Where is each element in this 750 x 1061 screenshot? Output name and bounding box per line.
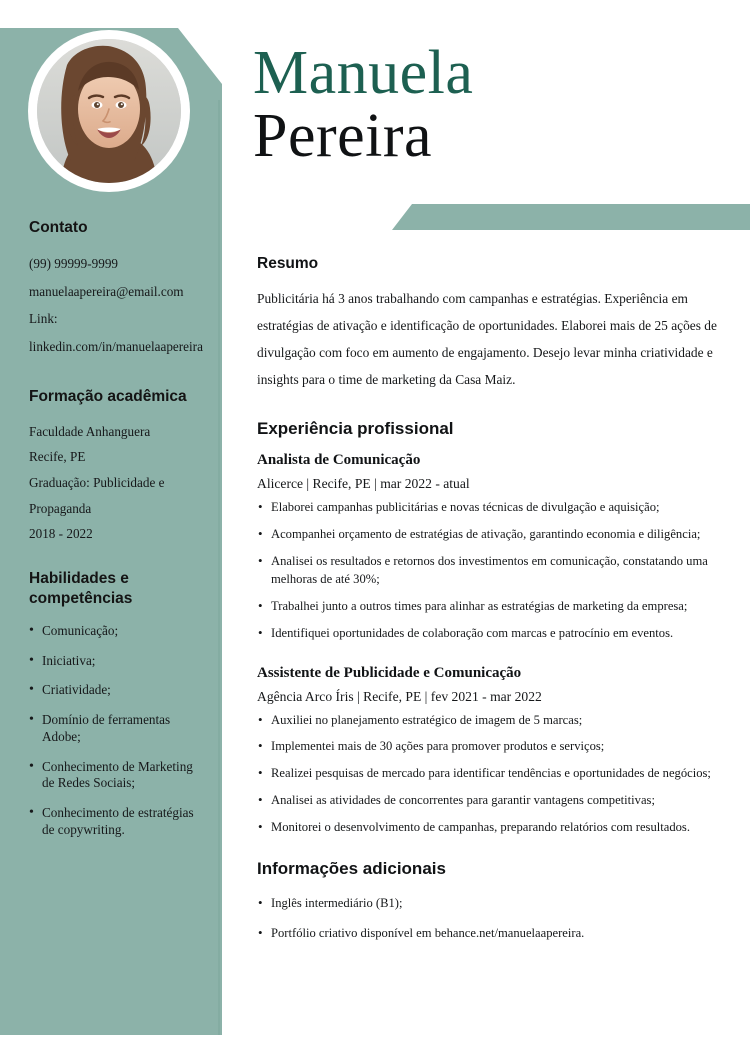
job-bullet-list: [257, 712, 731, 837]
additional-info-heading: Informações adicionais: [257, 858, 446, 878]
contact-linkedin: Link: linkedin.com/in/manuelaapereira: [29, 311, 203, 354]
education-dates: 2018 - 2022: [29, 526, 93, 542]
education-heading: Formação acadêmica: [29, 387, 187, 405]
list-item: • Identifiquei oportunidades de colaboração com marcas e patrocínio em eventos.: [257, 625, 731, 643]
list-item: • Iniciativa;: [29, 653, 201, 670]
job-bullet-list: [257, 499, 731, 642]
list-item: • Elaborei campanhas publicitárias e novas técnicas de divulgação e aquisição;: [257, 499, 731, 517]
list-item: • Criatividade;: [29, 682, 201, 699]
main-content: [257, 255, 731, 955]
education-degree: Graduação: Publicidade e Propaganda: [29, 475, 165, 516]
job-meta: Agência Arco Íris | Recife, PE | fev 2021 - mar 2022: [257, 688, 542, 704]
experience-entry: [257, 665, 731, 837]
summary-section: [257, 255, 731, 393]
list-item: • Auxiliei no planejamento estratégico de imagem de 5 marcas;: [257, 712, 731, 730]
list-item: • Domínio de ferramentas Adobe;: [29, 712, 201, 746]
contact-email: manuelaapereira@email.com: [29, 283, 184, 299]
contact-phone: (99) 99999-9999: [29, 255, 119, 271]
accent-bar: [392, 204, 750, 230]
list-item: • Analisei as atividades de concorrentes para garantir vantagens competitivas;: [257, 792, 731, 810]
page-title: [253, 39, 474, 170]
list-item: • Implementei mais de 30 ações para promover produtos e serviços;: [257, 738, 731, 756]
last-name: Pereira: [253, 102, 433, 170]
job-title: Analista de Comunicação: [257, 452, 421, 469]
education-location: Recife, PE: [29, 449, 86, 465]
first-name: Manuela: [253, 39, 474, 107]
list-item: • Comunicação;: [29, 623, 201, 640]
list-item: • Trabalhei junto a outros times para alinhar as estratégias de marketing da empresa;: [257, 598, 731, 616]
additional-info-list: [257, 895, 731, 943]
summary-text: Publicitária há 3 anos trabalhando com campanhas e estratégias. Experiência em estratégias de ativação e identificação de oportunidades. Elaborei mais de 25 ações de divulgação com foco em aumento de engajamento. Desejo levar minha criatividade e insights para o time de marketing da Casa Maiz.: [257, 291, 717, 388]
list-item: • Analisei os resultados e retornos dos investimentos em comunicação, constatando uma melhoras de até 30%;: [257, 553, 731, 589]
skills-section: [29, 569, 201, 839]
skills-list: [29, 623, 201, 839]
job-meta: Alicerce | Recife, PE | mar 2022 - atual: [257, 476, 470, 492]
portrait-photo-icon: [37, 39, 181, 183]
education-institution: Faculdade Anhanguera: [29, 423, 151, 439]
sidebar-content: [29, 218, 201, 861]
contact-heading: Contato: [29, 219, 88, 236]
list-item: • Monitorei o desenvolvimento de campanhas, preparando relatórios com resultados.: [257, 819, 731, 837]
education-section: [29, 387, 201, 548]
summary-heading: Resumo: [257, 255, 319, 272]
list-item: • Conhecimento de Marketing de Redes Sociais;: [29, 759, 201, 793]
list-item: • Portfólio criativo disponível em behance.net/manuelaapereira.: [257, 925, 731, 943]
list-item: • Inglês intermediário (B1);: [257, 895, 731, 913]
avatar: [28, 30, 190, 192]
experience-section: [257, 419, 731, 837]
experience-entry: [257, 452, 731, 642]
skills-heading: Habilidades e competências: [29, 570, 133, 608]
job-title: Assistente de Publicidade e Comunicação: [257, 664, 522, 681]
contact-section: [29, 218, 201, 361]
list-item: • Realizei pesquisas de mercado para identificar tendências e oportunidades de negócios;: [257, 765, 731, 783]
experience-heading: Experiência profissional: [257, 419, 454, 439]
list-item: • Conhecimento de estratégias de copywriting.: [29, 805, 201, 839]
sidebar-edge-line: [218, 100, 220, 1035]
list-item: • Acompanhei orçamento de estratégias de ativação, garantindo economia e diligência;: [257, 526, 731, 544]
additional-info-section: [257, 859, 731, 943]
